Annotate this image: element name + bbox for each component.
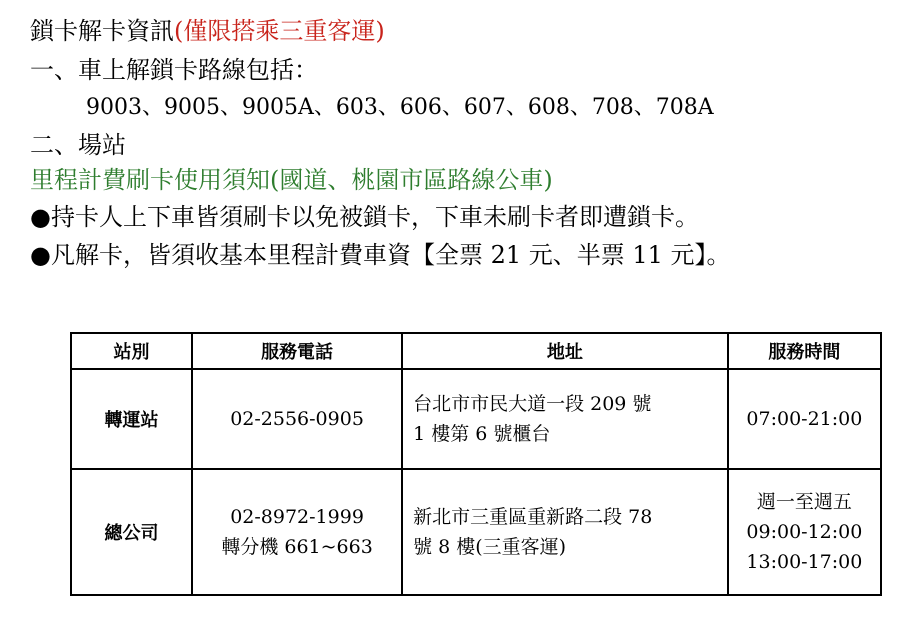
rule-text-2: 凡解卡，皆須收基本里程計費車資【全票 21 元、半票 11 元】。 [50,241,731,269]
bullet-icon: ● [30,203,51,231]
station-address [402,369,728,469]
phone-line: 02-2556-0905 [230,408,364,430]
bullet-icon: ● [30,241,51,269]
table-row [71,469,881,595]
station-hours [728,469,881,595]
notice-title-restriction: (僅限搭乘三重客運) [174,17,385,45]
address-line: 號 8 樓(三重客運) [413,536,567,558]
station-address [402,469,728,595]
mileage-notice-heading: 里程計費刷卡使用須知(國道、桃園市區路線公車) [30,166,553,194]
station-name: 轉運站 [71,369,192,469]
station-info-table [70,332,882,596]
station-phone [192,369,402,469]
address-line: 1 樓第 6 號櫃台 [413,423,551,445]
notice-title-text: 鎖卡解卡資訊 [30,17,174,45]
address-line: 新北市三重區重新路二段 78 [413,506,653,528]
notice-title [30,16,385,46]
header-station: 站別 [71,333,192,369]
header-hours: 服務時間 [728,333,881,369]
rule-item-1 [30,202,699,232]
hours-line: 09:00-12:00 [746,521,863,543]
header-address: 地址 [402,333,728,369]
unlock-routes-list: 9003、9005、9005A、603、606、607、608、708、708A [86,95,714,120]
station-name: 總公司 [71,469,192,595]
phone-line: 02-8972-1999 [230,506,364,528]
rule-text-1: 持卡人上下車皆須刷卡以免被鎖卡，下車未刷卡者即遭鎖卡。 [50,203,699,231]
unlock-routes-heading: 一、車上解鎖卡路線包括： [30,56,318,84]
station-hours [728,369,881,469]
stations-heading: 二、場站 [30,131,126,159]
table-header-row [71,333,881,369]
hours-line: 07:00-21:00 [746,408,863,430]
station-phone [192,469,402,595]
hours-line: 週一至週五 [756,491,852,513]
hours-line: 13:00-17:00 [746,551,863,573]
table-row [71,369,881,469]
address-line: 台北市市民大道一段 209 號 [413,393,652,415]
rule-item-2 [30,240,731,270]
header-phone: 服務電話 [192,333,402,369]
phone-extension: 轉分機 661~663 [221,536,373,558]
